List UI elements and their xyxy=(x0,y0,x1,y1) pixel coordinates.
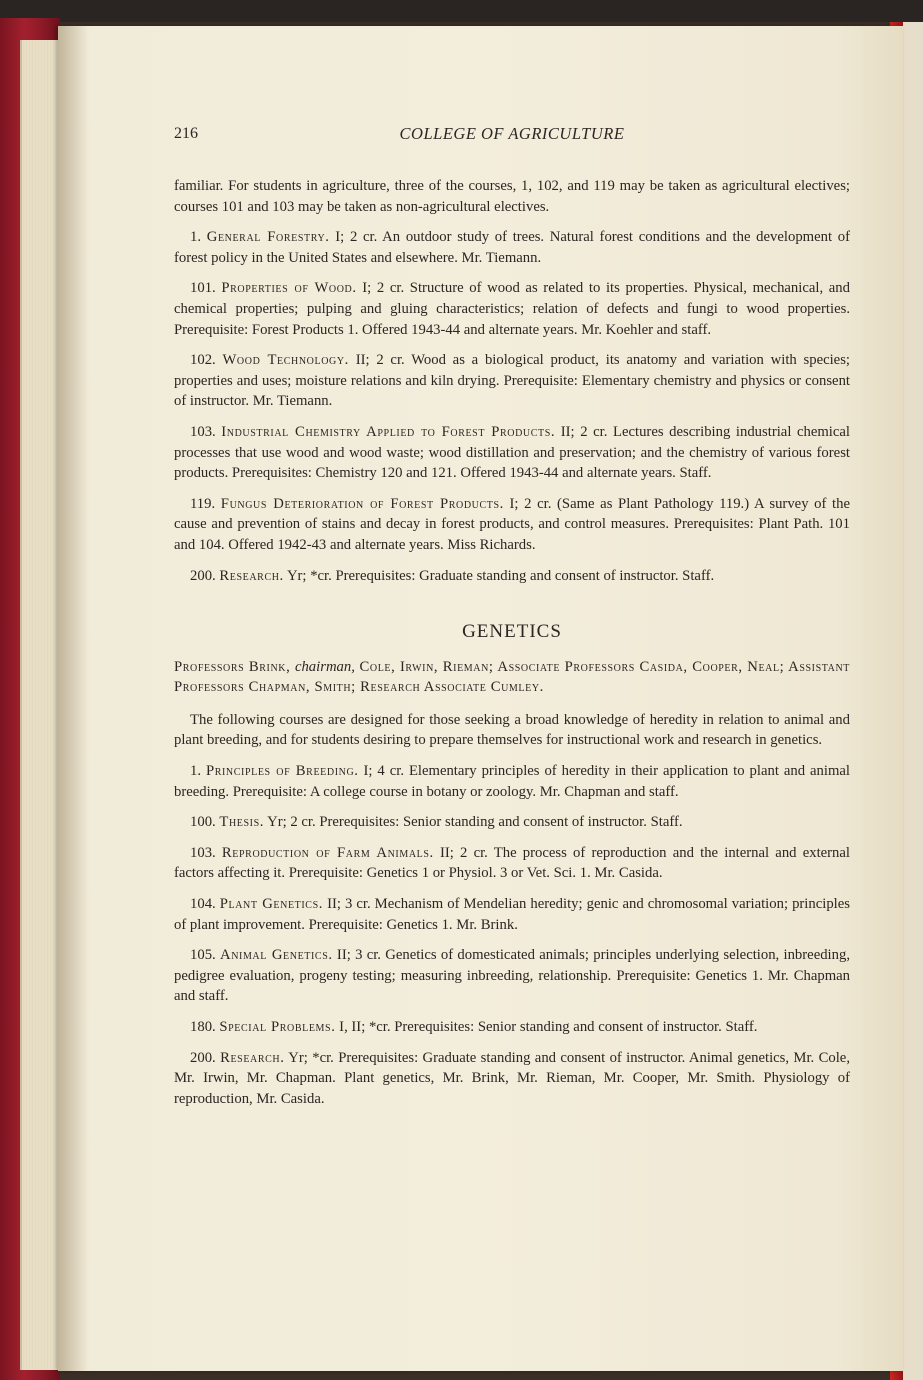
course-title: Reproduction of Farm Animals. xyxy=(221,844,434,861)
course-entry xyxy=(174,494,850,556)
course-description: II; 2 cr. Lectures describing industrial chemical processes that use wood and wood waste; wood distillation and preservation; and the chemistry of various forest products. Prerequisites: Chemistry 120 and 121. Offered 1943-44 and alternate years. Staff. xyxy=(174,423,850,482)
course-entry xyxy=(174,843,850,884)
course-number: 102. xyxy=(190,352,223,369)
faculty-text-a: Professors Brink, xyxy=(174,658,295,675)
course-entry xyxy=(174,227,850,268)
intro-paragraph: familiar. For students in agriculture, three of the courses, 1, 102, and 119 may be taken as agricultural electives; courses 101 and 103 may be taken as non-agricultural electives. xyxy=(174,178,850,215)
course-number: 104. xyxy=(190,896,220,913)
course-description: II; 2 cr. The process of reproduction and the internal and external factors affecting it. Prerequisite: Genetics 1 or Physiol. 3 or Vet. Sci. 1. Mr. Casida. xyxy=(174,844,850,882)
course-entry xyxy=(174,278,850,340)
course-number: 180. xyxy=(190,1019,220,1035)
course-title: Wood Technology. xyxy=(222,352,349,369)
course-number: 101. xyxy=(190,280,222,297)
course-entry xyxy=(174,350,850,412)
course-entry xyxy=(174,422,850,484)
faculty-text-b: Cole, Irwin, Rieman; Associate Professors Casida, Cooper, Neal; Assistant Professors Chapman, Smith; Research Associate Cumley. xyxy=(174,658,850,696)
course-number: 103. xyxy=(190,423,222,440)
course-description: II; 3 cr. Mechanism of Mendelian heredity; genic and chromosomal variation; principles of plant improvement. Prerequisite: Genetics 1. Mr. Brink. xyxy=(174,896,850,933)
course-entry xyxy=(174,761,850,802)
course-title: Properties of Wood. xyxy=(221,280,357,297)
faculty-chair-label: chairman, xyxy=(294,658,355,675)
running-head xyxy=(174,118,850,148)
course-title: General Forestry. xyxy=(206,229,330,246)
course-entry xyxy=(174,1017,850,1038)
course-title: Animal Genetics. xyxy=(219,947,333,964)
course-description: I; 2 cr. (Same as Plant Pathology 119.) A survey of the cause and prevention of stains and decay in forest products, and control measures. Prerequisites: Plant Path. 101 and 104. Offered 1942-43 and alternate years. Miss Richards. xyxy=(174,495,850,553)
course-number: 103. xyxy=(190,844,222,861)
course-description: II; 2 cr. Wood as a biological product, its anatomy and variation with species; properties and uses; moisture relations and kiln drying. Prerequisite: Elementary chemistry and physics or consent of instructor. Mr. Tiemann. xyxy=(174,352,850,410)
course-entry xyxy=(174,1048,850,1110)
genetics-course-list xyxy=(174,761,850,1109)
course-number: 1. xyxy=(190,229,207,246)
course-description: I; 4 cr. Elementary principles of heredity in their application to plant and animal breeding. Prerequisite: A college course in botany or zoology. Mr. Chapman and staff. xyxy=(174,763,850,800)
course-description: I; 2 cr. Structure of wood as related to its properties. Physical, mechanical, and chemical properties; pulping and gluing characteristics; relation of defects and fungi to wood properties. Prerequisite: Forest Products 1. Offered 1943-44 and alternate years. Mr. Koehler and staff. xyxy=(174,280,850,338)
course-description: II; 3 cr. Genetics of domesticated animals; principles underlying selection, inbreeding, pedigree evaluation, progeny testing; measuring inbreeding, relationship. Prerequisite: Genetics 1. Mr. Chapman and staff. xyxy=(174,947,850,1005)
section-heading-genetics: GENETICS xyxy=(462,621,562,643)
course-description: Yr; 2 cr. Prerequisites: Senior standing and consent of instructor. Staff. xyxy=(264,814,683,831)
course-description: I, II; *cr. Prerequisites: Senior standing and consent of instructor. Staff. xyxy=(335,1019,758,1035)
course-entry xyxy=(174,945,850,1007)
course-title: Research. xyxy=(220,1049,285,1066)
running-head-title: COLLEGE OF AGRICULTURE xyxy=(399,124,625,143)
spine-shadow xyxy=(58,26,88,1371)
facing-page-edge xyxy=(903,22,923,1380)
course-entry xyxy=(174,894,850,935)
course-entry xyxy=(174,812,850,833)
course-number: 105. xyxy=(190,947,220,964)
course-description: Yr; *cr. Prerequisites: Graduate standing and consent of instructor. Animal genetics, Mr. Cole, Mr. Irwin, Mr. Chapman. Plant genetics, Mr. Brink, Mr. Rieman, Mr. Cooper, Mr. Smith. Physiology of reproduction, Mr. Casida. xyxy=(174,1049,850,1107)
course-description: Yr; *cr. Prerequisites: Graduate standing and consent of instructor. Staff. xyxy=(283,567,715,584)
course-number: 200. xyxy=(190,1049,221,1066)
course-number: 100. xyxy=(190,814,220,831)
course-title: Plant Genetics. xyxy=(219,896,324,913)
course-title: Research. xyxy=(219,567,284,584)
course-title: Industrial Chemistry Applied to Forest Products. xyxy=(221,423,556,440)
course-title: Thesis. xyxy=(219,814,265,831)
page-number: 216 xyxy=(174,125,198,142)
genetics-faculty xyxy=(174,657,850,698)
genetics-intro: The following courses are designed for those seeking a broad knowledge of heredity in relation to animal and plant breeding, and for students desiring to prepare themselves for instructional work and research in genetics. xyxy=(174,711,850,749)
forestry-course-list xyxy=(174,227,850,586)
course-title: Special Problems. xyxy=(219,1019,336,1035)
course-number: 1. xyxy=(190,763,206,780)
course-entry xyxy=(174,566,850,587)
course-number: 200. xyxy=(190,567,220,584)
course-title: Fungus Deterioration of Forest Products. xyxy=(220,495,504,512)
page-content xyxy=(174,118,850,1119)
scan-top-band xyxy=(0,0,923,22)
course-number: 119. xyxy=(190,495,221,512)
course-description: I; 2 cr. An outdoor study of trees. Natural forest conditions and the development of forest policy in the United States and elsewhere. Mr. Tiemann. xyxy=(174,229,850,266)
course-title: Principles of Breeding. xyxy=(205,763,359,780)
